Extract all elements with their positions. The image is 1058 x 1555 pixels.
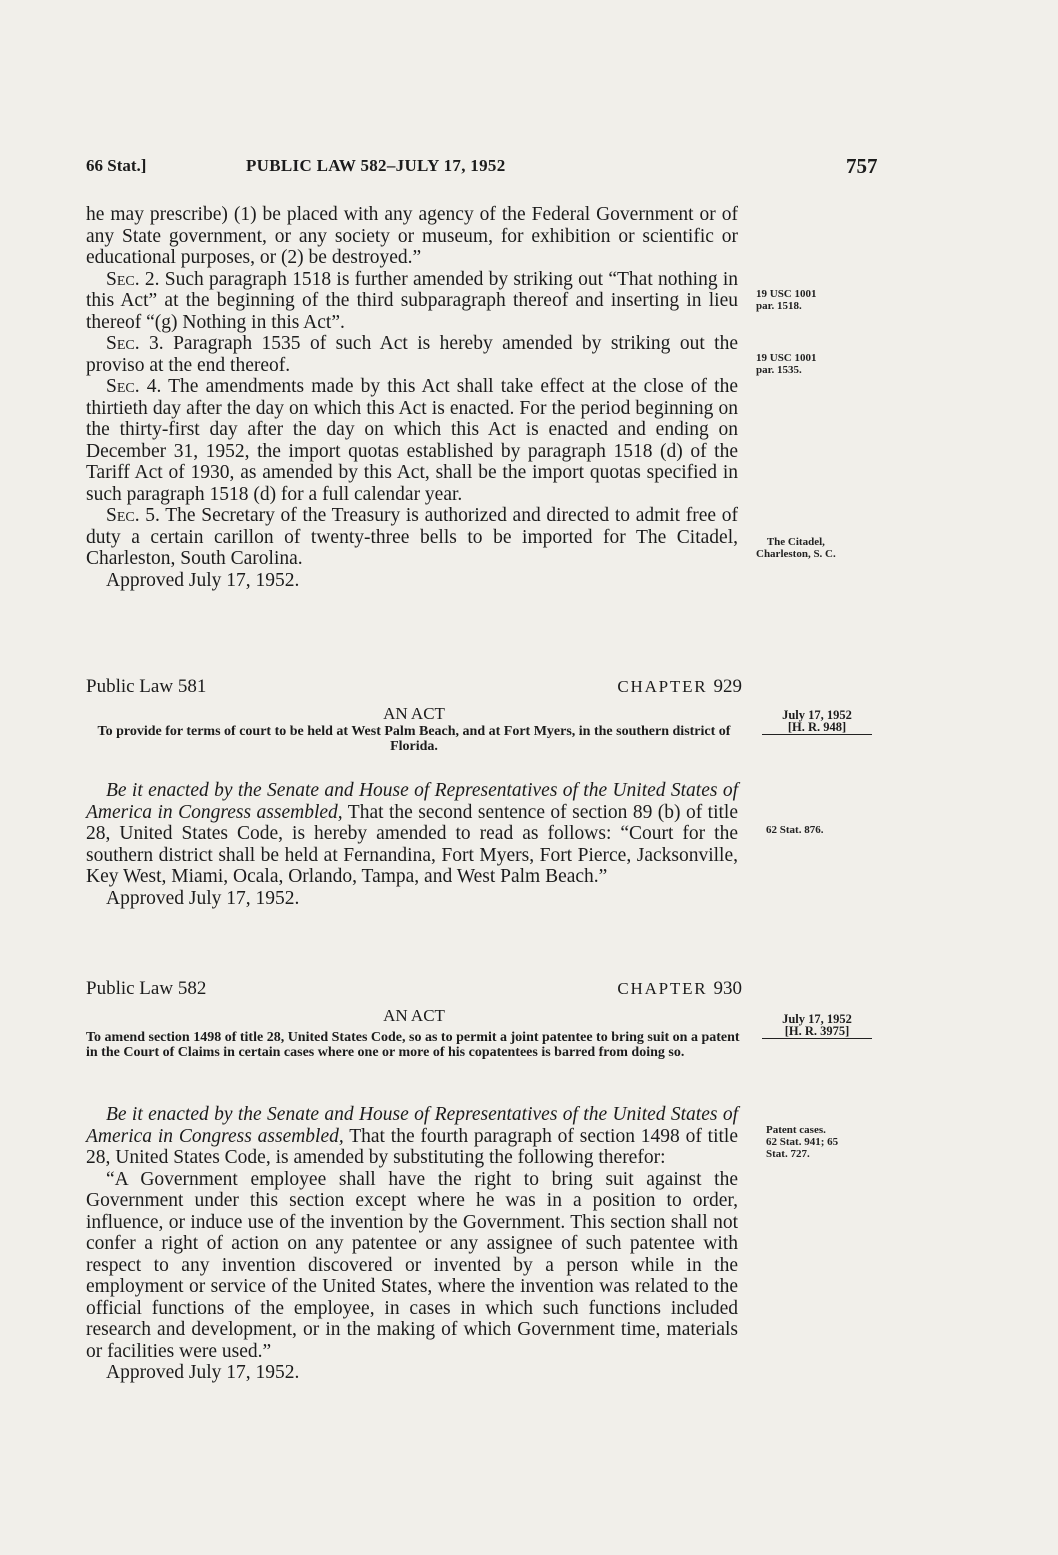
section-4-paragraph [86,376,738,505]
section-5-label: Sec. 5. [106,505,160,526]
section-4-text: The amendments made by this Act shall take effect at the close of the thirtieth day after the day on which this Act is enacted. For the period beginning on the thirty-first day after the day on which this Act is enacted and ending on December 31, 1952, the import quotas established by paragraph 1518 (d) of the Tariff Act of 1930, as amended by this Act, shall be the import quotas specified in such paragraph 1518 (d) for a full calendar year. [86,376,738,505]
law-581-label: Public Law 581 [86,676,207,697]
margin-note-citadel: The Citadel, Charleston, S. C. [756,536,836,560]
law-581-enacting-clause: Be it enacted by the Senate and House of Representatives of the United States of America in Congress assembled, [86,780,738,823]
law-582-label: Public Law 582 [86,978,207,999]
law-582-date: July 17, 1952 [782,1012,852,1026]
law-581-chapter: CHAPTER 929 [617,676,742,697]
section-3-text: Paragraph 1535 of such Act is hereby amended by striking out the proviso at the end thereof. [86,333,738,376]
section-5-paragraph [86,505,738,570]
law-581-text: That the second sentence of section 89 (b) of title 28, United States Code, is hereby amended to read as follows: “Court for the southern district shall be held at Fernandina, Fort Myers, Fort Pierce, Jacksonville, Key West, Miami, Ocala, Orlando, Tampa, and West Palm Beach.” [86,801,739,887]
law-581-purpose: To provide for terms of court to be held at West Palm Beach, and at Fort Myers, in the southern district of Florida. [97,724,731,754]
law-581-an-act: AN ACT [383,704,445,723]
margin-note-usc-1535: 19 USC 1001 par. 1535. [756,352,817,376]
section-2-label: Sec. 2. [106,268,160,290]
law-582-enacting-clause: Be it enacted by the Senate and House of Representatives of the United States of America in Congress assembled, [86,1104,738,1147]
page-number: 757 [846,154,878,178]
law-581-bill-number: [H. R. 948] [762,721,872,735]
margin-note-patent-cases: Patent cases. 62 Stat. 941; 65 Stat. 727. [766,1124,839,1160]
law-582-dateline [762,1013,872,1039]
margin-note-62-stat-876: 62 Stat. 876. [766,824,824,836]
top-section-text [86,204,738,591]
margin-note-usc-1518: 19 USC 1001 par. 1518. [756,288,817,312]
running-head-volume: 66 Stat.] [86,156,147,175]
law-582-text: That the fourth paragraph of section 1498 of title 28, United States Code, is amended by substituting the following therefor: [86,1125,739,1168]
law-582-an-act: AN ACT [383,1006,445,1025]
law-582-purpose: To amend section 1498 of title 28, United States Code, so as to permit a joint patentee to bring suit on a patent in the Court of Claims in certain cases where one or more of his copatentees is barred from doing so. [86,1030,740,1060]
law-581-body [86,780,738,909]
law-581-dateline [762,709,872,735]
law-582-chapter: CHAPTER 930 [617,978,742,999]
law-582-enacting-paragraph [86,1104,738,1169]
law-582-body [86,1104,738,1384]
law-582-heading [86,978,742,1002]
section-3-label: Sec. 3. [106,333,164,354]
section-2-text: Such paragraph 1518 is further amended by striking out “That nothing in this Act” at the beginning of the third subparagraph thereof and inserting in lieu thereof “(g) Nothing in this Act”. [86,268,738,333]
law-582-quoted-text: “A Government employee shall have the right to bring suit against the Government under this section except where he was in a position to order, influence, or induce use of the invention by the Government. This section shall not confer a right of action on any patentee or any assignee of such patentee with respect to any invention discovered or invented by a person while in the employment or service of the United States, where the invention was related to the official functions of the employee, in cases in which such functions included research and development, or in the making of which Government time, materials or facilities were used.” [86,1168,738,1362]
law-581-heading [86,676,742,700]
running-head-title: PUBLIC LAW 582–JULY 17, 1952 [246,156,506,175]
continuation-paragraph: he may prescribe) (1) be placed with any agency of the Federal Government or of any State government, or any society or museum, for exhibition or scientific or educational purposes, or (2) be destroyed.” [86,204,738,268]
section-3-paragraph [86,333,738,376]
running-head [86,156,886,180]
section-5-text: The Secretary of the Treasury is authorized and directed to admit free of duty a certain carillon of twenty-three bells to be imported for The Citadel, Charleston, South Carolina. [86,505,738,569]
law-581-approval-date: Approved July 17, 1952. [106,887,300,909]
law-581-date: July 17, 1952 [782,708,852,722]
approval-date: Approved July 17, 1952. [106,569,300,591]
law-582-approval-date: Approved July 17, 1952. [106,1362,300,1383]
law-581-enacting-paragraph [86,780,738,888]
section-2-paragraph [86,269,738,334]
law-582-bill-number: [H. R. 3975] [762,1025,872,1039]
section-4-label: Sec. 4. [106,376,162,397]
